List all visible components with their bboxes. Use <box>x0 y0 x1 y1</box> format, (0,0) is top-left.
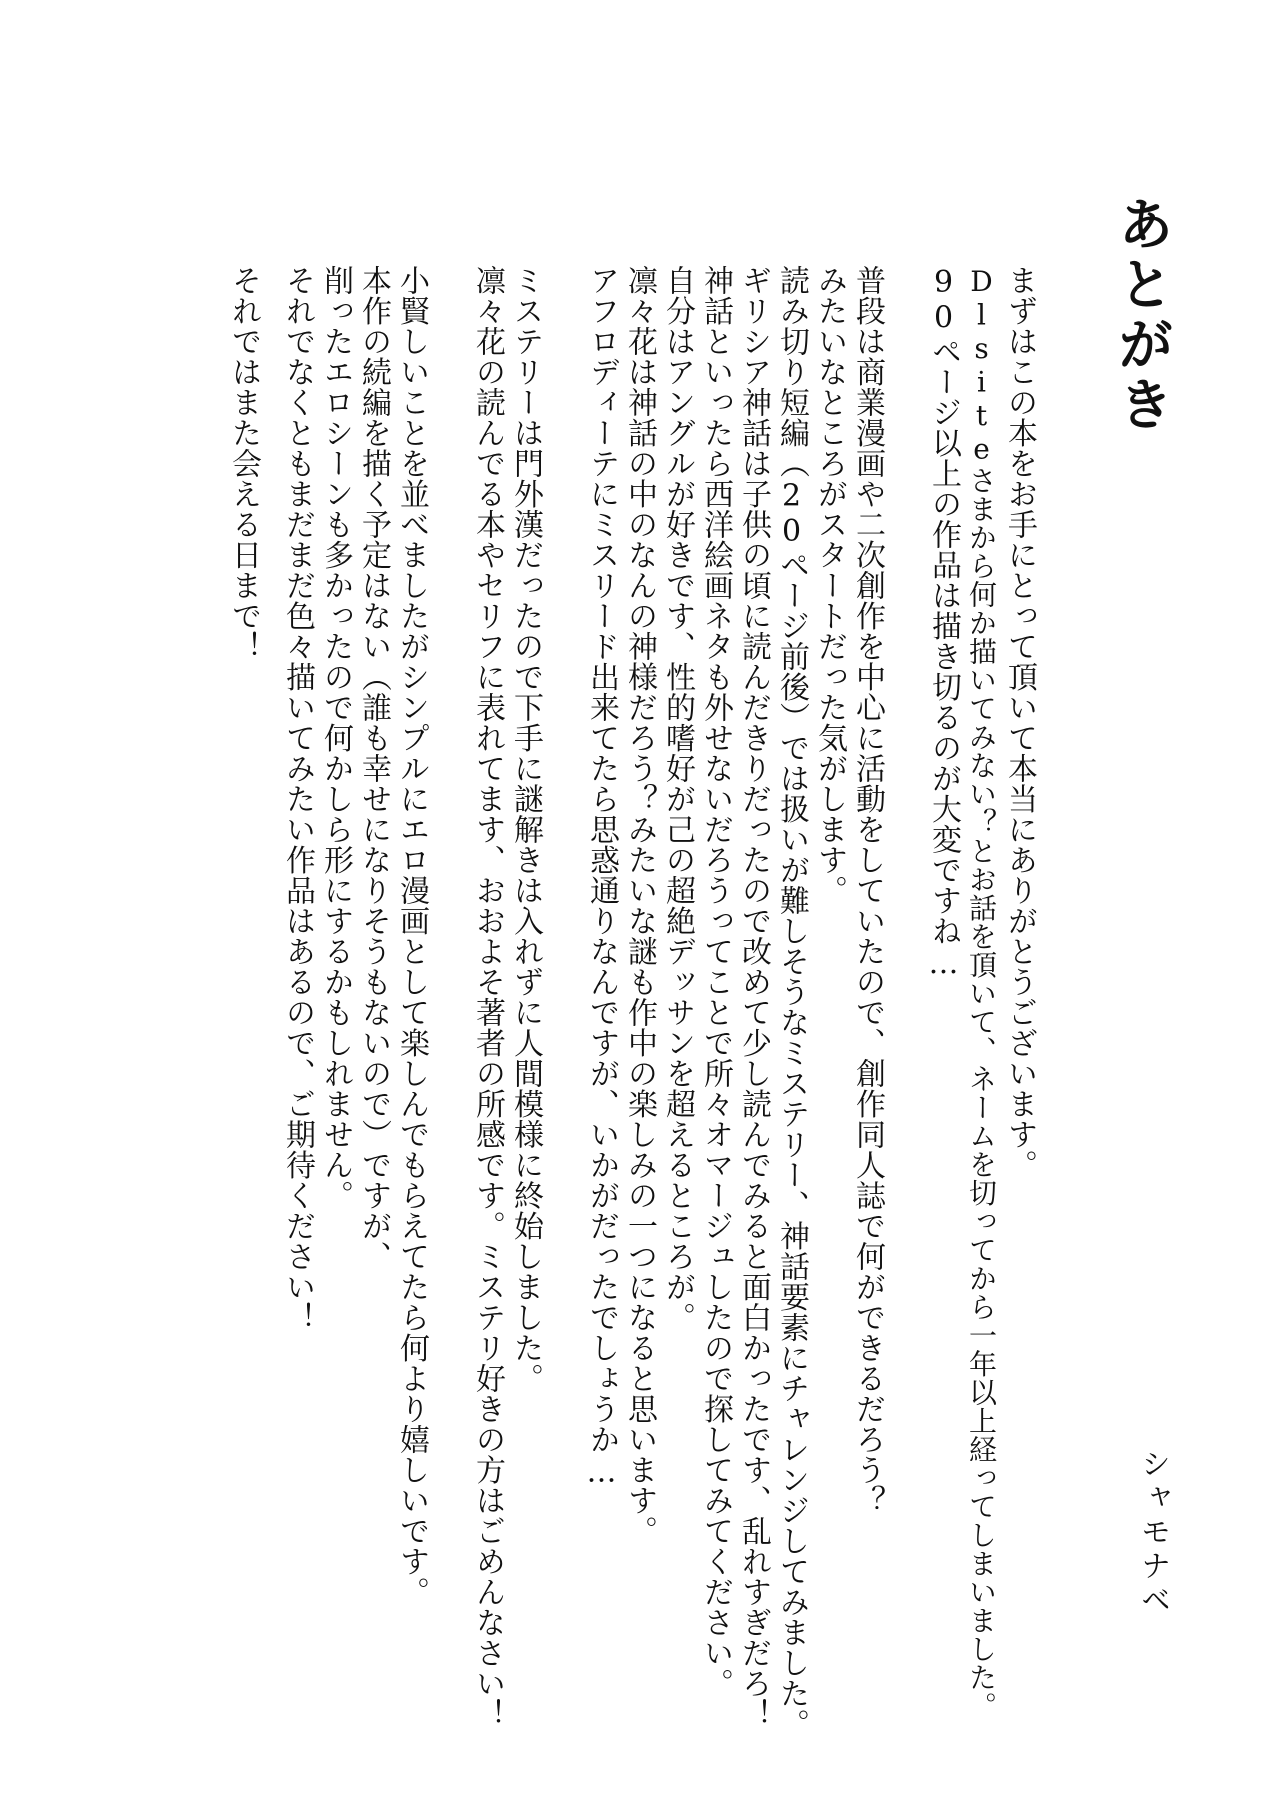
afterword-line: 小賢しいことを並べましたがシンプルにエロ漫画として楽しんでもらえてたら何より嬉しいです。 <box>394 265 429 1607</box>
afterword-line: Dlsiteさまから何か描いてみない？とお話を頂いて、ネームを切ってから一年以上経ってしまいました。 <box>965 265 998 1720</box>
afterword-line: 90ページ以上の作品は描き切るのが大変ですね… <box>926 265 961 982</box>
page-title: あとがき <box>1109 195 1175 435</box>
afterword-line: ギリシア神話は子供の頃に読んだきりだったので改めて少し読んでみると面白かったです、乱れすぎだろ！ <box>736 265 771 1729</box>
afterword-line: 自分はアングルが好きです、性的嗜好が己の超絶デッサンを超えるところが。 <box>660 265 695 1333</box>
afterword-line: 読み切り短編（20ページ前後）では扱いが難しそうなミステリー、神話要素にチャレンジしてみました。 <box>774 265 809 1739</box>
afterword-line: ミステリーは門外漢だったので下手に謎解きは入れずに人間模様に終始しました。 <box>508 265 543 1394</box>
afterword-line: まずはこの本をお手にとって頂いて本当にありがとうございます。 <box>1002 265 1037 1180</box>
afterword-line: 凛々花の読んでる本やセリフに表れてます、おおよそ著者の所感です。ミステリ好きの方はごめんなさい！ <box>470 265 505 1729</box>
afterword-line: 普段は商業漫画や二次創作を中心に活動をしていたので、創作同人誌で何ができるだろう？ <box>850 265 885 1516</box>
afterword-line: それではまた会える日まで！ <box>226 265 261 662</box>
afterword-line: アフロディーテにミスリード出来てたら思惑通りなんですが、いかがだったでしょうか… <box>584 265 619 1490</box>
afterword-line: 神話といったら西洋絵画ネタも外せないだろうってことで所々オマージュしたので探してみてください。 <box>698 265 733 1699</box>
author-signature: シャモナベ <box>1135 1448 1170 1618</box>
afterword-line: それでなくともまだまだ色々描いてみたい作品はあるので、ご期待ください！ <box>280 265 315 1333</box>
afterword-line: 本作の続編を描く予定はない（誰も幸せになりそうもないので）ですが、 <box>356 265 391 1272</box>
afterword-line: 凛々花は神話の中のなんの神様だろう？みたいな謎も作中の楽しみの一つになると思います。 <box>622 265 657 1546</box>
afterword-line: 削ったエロシーンも多かったので何かしら形にするかもしれません。 <box>318 265 353 1211</box>
afterword-line: みたいなところがスタートだった気がします。 <box>812 265 847 906</box>
